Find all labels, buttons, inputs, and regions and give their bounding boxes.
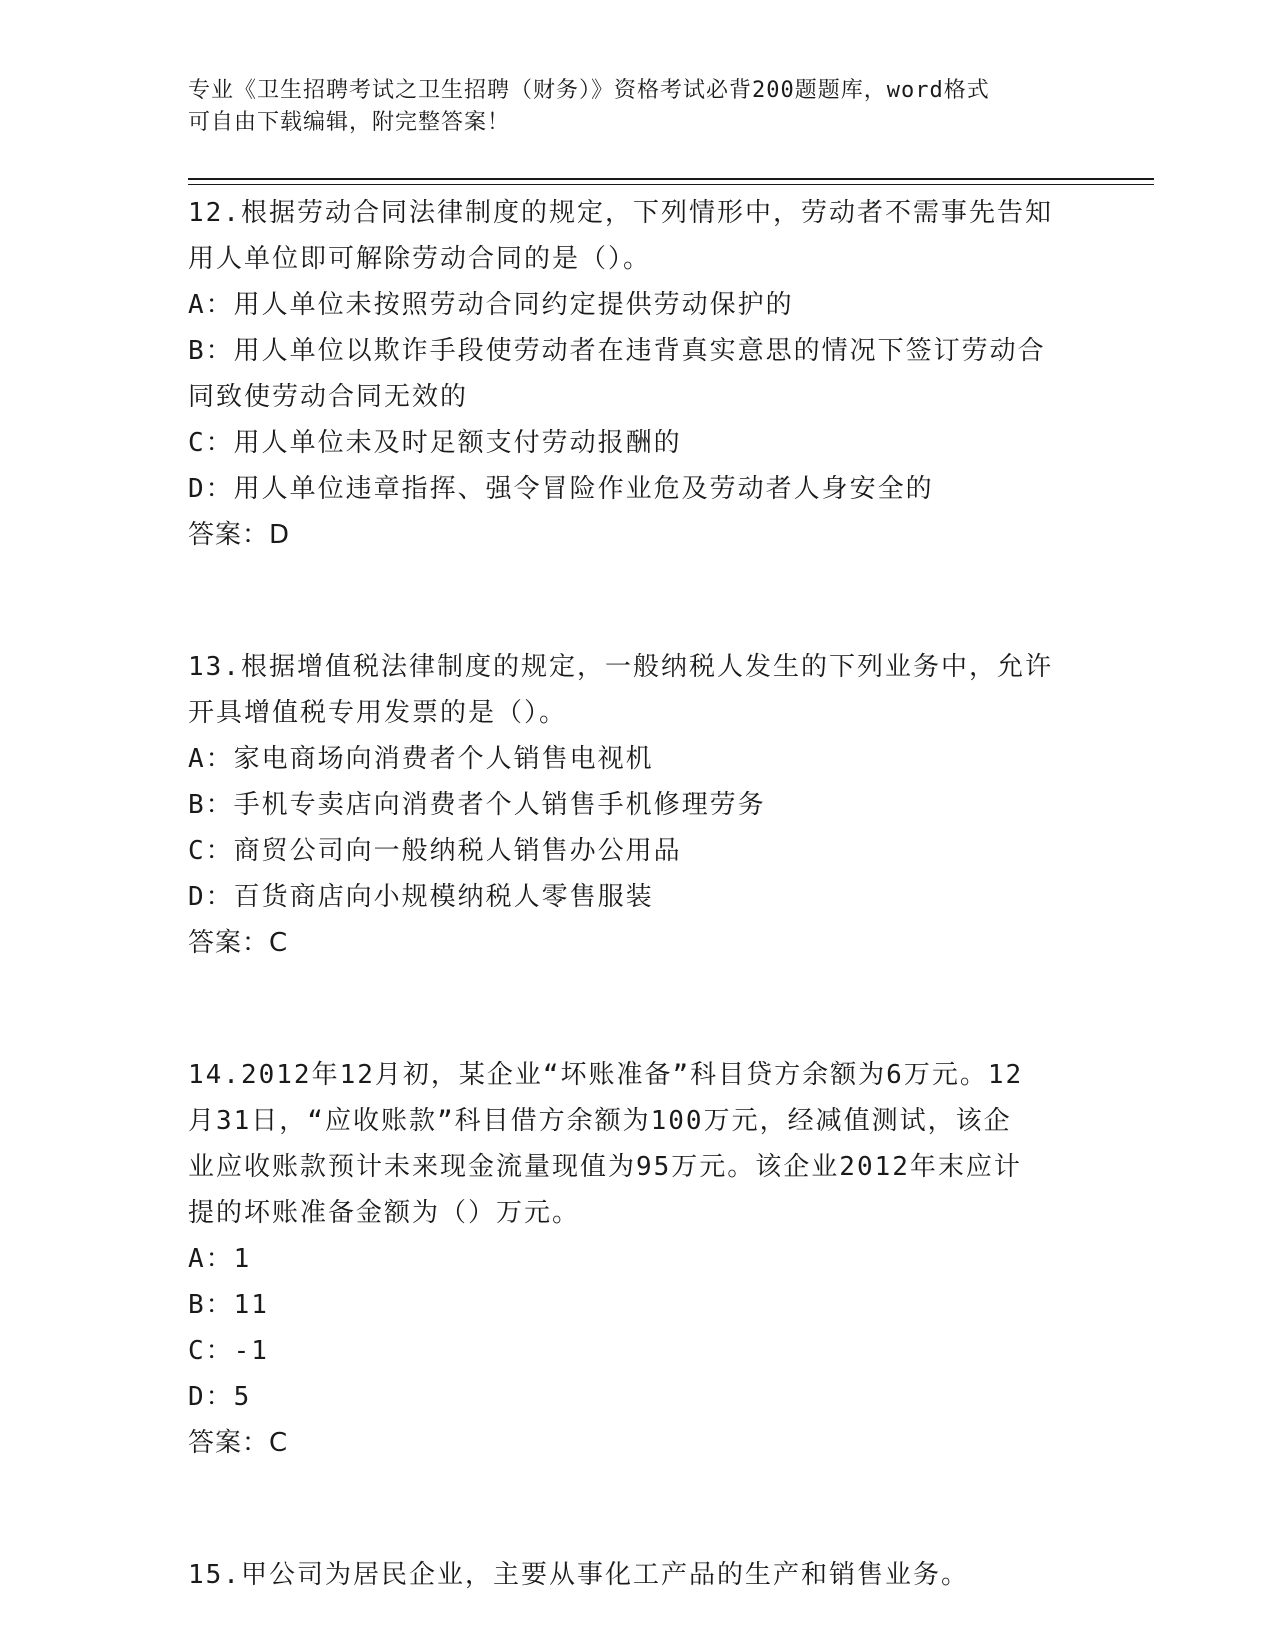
option-a: A：1 bbox=[188, 1244, 252, 1274]
answer-label: 答案：C bbox=[188, 928, 289, 958]
option-b-continued: 同致使劳动合同无效的 bbox=[188, 382, 469, 412]
question-block bbox=[188, 190, 1088, 558]
header-divider bbox=[188, 178, 1154, 180]
question-block bbox=[188, 1052, 1088, 1466]
question-block bbox=[188, 644, 1088, 966]
header-line: 可自由下载编辑，附完整答案！ bbox=[188, 110, 511, 135]
option-d: D：5 bbox=[188, 1382, 252, 1412]
option-b: B：手机专卖店向消费者个人销售手机修理劳务 bbox=[188, 790, 766, 820]
answer-label: 答案：D bbox=[188, 520, 291, 550]
header-line: 专业《卫生招聘考试之卫生招聘（财务）》资格考试必背200题题库，word格式 bbox=[188, 78, 990, 103]
document-header bbox=[188, 75, 1068, 139]
question-list bbox=[188, 190, 1088, 1598]
option-c: C：-1 bbox=[188, 1336, 269, 1366]
question-block bbox=[188, 1552, 1088, 1598]
question-stem: 提的坏账准备金额为（）万元。 bbox=[188, 1198, 581, 1228]
question-stem: 15.甲公司为居民企业，主要从事化工产品的生产和销售业务。 bbox=[188, 1560, 969, 1590]
option-a: A：用人单位未按照劳动合同约定提供劳动保护的 bbox=[188, 290, 794, 320]
question-stem: 12.根据劳动合同法律制度的规定，下列情形中，劳动者不需事先告知 bbox=[188, 198, 1053, 228]
answer-label: 答案：C bbox=[188, 1428, 289, 1458]
question-stem: 开具增值税专用发票的是（）。 bbox=[188, 698, 568, 728]
option-b: B：用人单位以欺诈手段使劳动者在违背真实意思的情况下签订劳动合 bbox=[188, 336, 1046, 366]
question-stem: 业应收账款预计未来现金流量现值为95万元。该企业2012年末应计 bbox=[188, 1152, 1022, 1182]
question-stem: 用人单位即可解除劳动合同的是（）。 bbox=[188, 244, 652, 274]
option-c: C：用人单位未及时足额支付劳动报酬的 bbox=[188, 428, 682, 458]
option-a: A：家电商场向消费者个人销售电视机 bbox=[188, 744, 654, 774]
option-d: D：百货商店向小规模纳税人零售服装 bbox=[188, 882, 654, 912]
question-stem: 13.根据增值税法律制度的规定，一般纳税人发生的下列业务中，允许 bbox=[188, 652, 1053, 682]
header-divider-thin bbox=[188, 184, 1154, 185]
option-b: B：11 bbox=[188, 1290, 269, 1320]
question-stem: 14.2012年12月初，某企业“坏账准备”科目贷方余额为6万元。12 bbox=[188, 1060, 1024, 1090]
option-c: C：商贸公司向一般纳税人销售办公用品 bbox=[188, 836, 682, 866]
question-stem: 月31日，“应收账款”科目借方余额为100万元，经减值测试，该企 bbox=[188, 1106, 1012, 1136]
option-d: D：用人单位违章指挥、强令冒险作业危及劳动者人身安全的 bbox=[188, 474, 934, 504]
